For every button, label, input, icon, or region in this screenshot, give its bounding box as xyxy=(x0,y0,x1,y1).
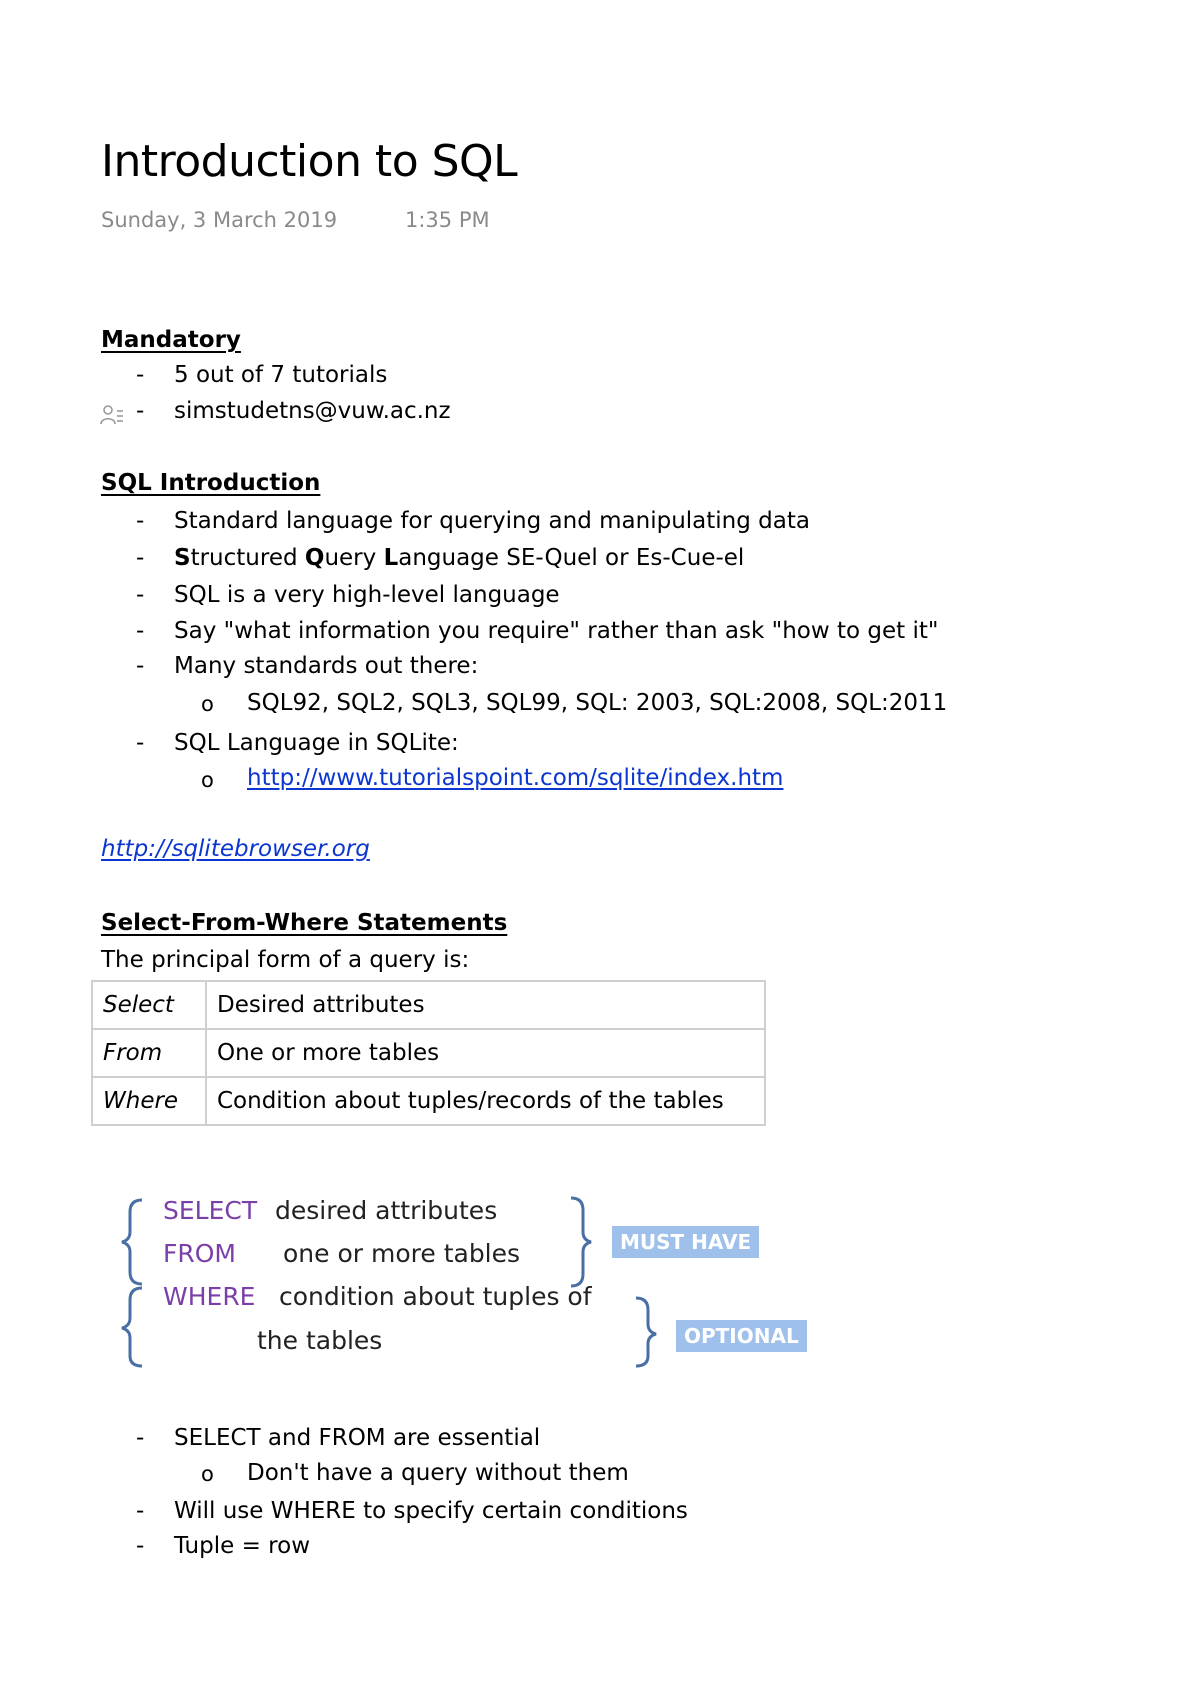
page-date: Sunday, 3 March 2019 xyxy=(101,208,338,232)
sql-intro-sub-standards-list: SQL92, SQL2, SQL3, SQL99, SQL: 2003, SQL:2008, SQL:2011 xyxy=(247,690,948,716)
table-cell-key: Select xyxy=(92,981,206,1029)
sql-intro-item-sqlite: SQL Language in SQLite: xyxy=(174,730,459,756)
optional-badge: OPTIONAL xyxy=(676,1320,807,1352)
sql-intro-item-say-what: Say "what information you require" rather than ask "how to get it" xyxy=(174,618,939,644)
diagram-from-text: one or more tables xyxy=(283,1239,521,1268)
bullet-dash: - xyxy=(136,398,145,424)
diagram-where-text-cont: the tables xyxy=(257,1326,383,1355)
sql-intro-item-standards: Many standards out there: xyxy=(174,653,479,679)
bullet-circle: o xyxy=(201,1462,214,1486)
mandatory-item-email: simstudetns@vuw.ac.nz xyxy=(174,398,451,424)
sql-intro-sub-link-row xyxy=(247,765,783,791)
bullet-dash: - xyxy=(136,1425,145,1451)
sqlitebrowser-link[interactable]: http://sqlitebrowser.org xyxy=(101,836,370,862)
word-anguage: anguage SE-Quel or Es-Cue-el xyxy=(398,545,745,571)
sql-intro-item-standard: Standard language for querying and manipulating data xyxy=(174,508,810,534)
sql-intro-item-high-level: SQL is a very high-level language xyxy=(174,582,560,608)
word-uery: uery xyxy=(324,545,384,571)
bullet-dash: - xyxy=(136,508,145,534)
acronym-s: S xyxy=(174,545,191,571)
browser-link-row xyxy=(101,836,370,862)
diagram-select-keyword: SELECT xyxy=(163,1196,258,1225)
page-time: 1:35 PM xyxy=(405,208,490,232)
must-have-badge: MUST HAVE xyxy=(612,1226,759,1258)
bullet-dash: - xyxy=(136,653,145,679)
note-tuple: Tuple = row xyxy=(174,1533,311,1559)
contact-icon[interactable] xyxy=(100,403,124,427)
table-cell-key: Where xyxy=(92,1077,206,1125)
diagram-where-keyword: WHERE xyxy=(163,1282,256,1311)
sfw-intro: The principal form of a query is: xyxy=(101,947,470,973)
table-cell-value: Condition about tuples/records of the tables xyxy=(206,1077,765,1125)
right-brace-icon xyxy=(571,1198,591,1286)
tutorialspoint-link[interactable]: http://www.tutorialspoint.com/sqlite/index.htm xyxy=(247,765,784,791)
bullet-dash: - xyxy=(136,618,145,644)
bullet-dash: - xyxy=(136,1533,145,1559)
sfw-table xyxy=(91,980,766,1126)
left-brace-icon xyxy=(122,1288,142,1366)
bullet-dash: - xyxy=(136,362,145,388)
bullet-dash: - xyxy=(136,1498,145,1524)
diagram-where-text: condition about tuples of xyxy=(279,1282,592,1311)
sfw-diagram xyxy=(120,1180,840,1370)
diagram-from-keyword: FROM xyxy=(163,1239,236,1268)
acronym-l: L xyxy=(383,545,399,571)
table-cell-value: Desired attributes xyxy=(206,981,765,1029)
table-row xyxy=(92,1077,765,1125)
left-brace-icon xyxy=(122,1200,142,1284)
bullet-dash: - xyxy=(136,730,145,756)
table-cell-key: From xyxy=(92,1029,206,1077)
diagram-select-text: desired attributes xyxy=(275,1196,498,1225)
sql-intro-heading: SQL Introduction xyxy=(101,470,321,496)
table-cell-value: One or more tables xyxy=(206,1029,765,1077)
mandatory-item-tutorials: 5 out of 7 tutorials xyxy=(174,362,388,388)
note-select-from-sub: Don't have a query without them xyxy=(247,1460,629,1486)
acronym-q: Q xyxy=(304,545,325,571)
mandatory-heading: Mandatory xyxy=(101,327,241,353)
note-select-from: SELECT and FROM are essential xyxy=(174,1425,541,1451)
right-brace-icon xyxy=(636,1298,656,1366)
sfw-heading: Select-From-Where Statements xyxy=(101,910,508,936)
bullet-dash: - xyxy=(136,545,145,571)
word-tructured: tructured xyxy=(190,545,305,571)
note-where: Will use WHERE to specify certain conditions xyxy=(174,1498,688,1524)
page-title: Introduction to SQL xyxy=(101,136,518,187)
table-row xyxy=(92,1029,765,1077)
bullet-dash: - xyxy=(136,582,145,608)
bullet-circle: o xyxy=(201,692,214,716)
table-row xyxy=(92,981,765,1029)
bullet-circle: o xyxy=(201,768,214,792)
sql-intro-item-structured xyxy=(174,545,744,571)
